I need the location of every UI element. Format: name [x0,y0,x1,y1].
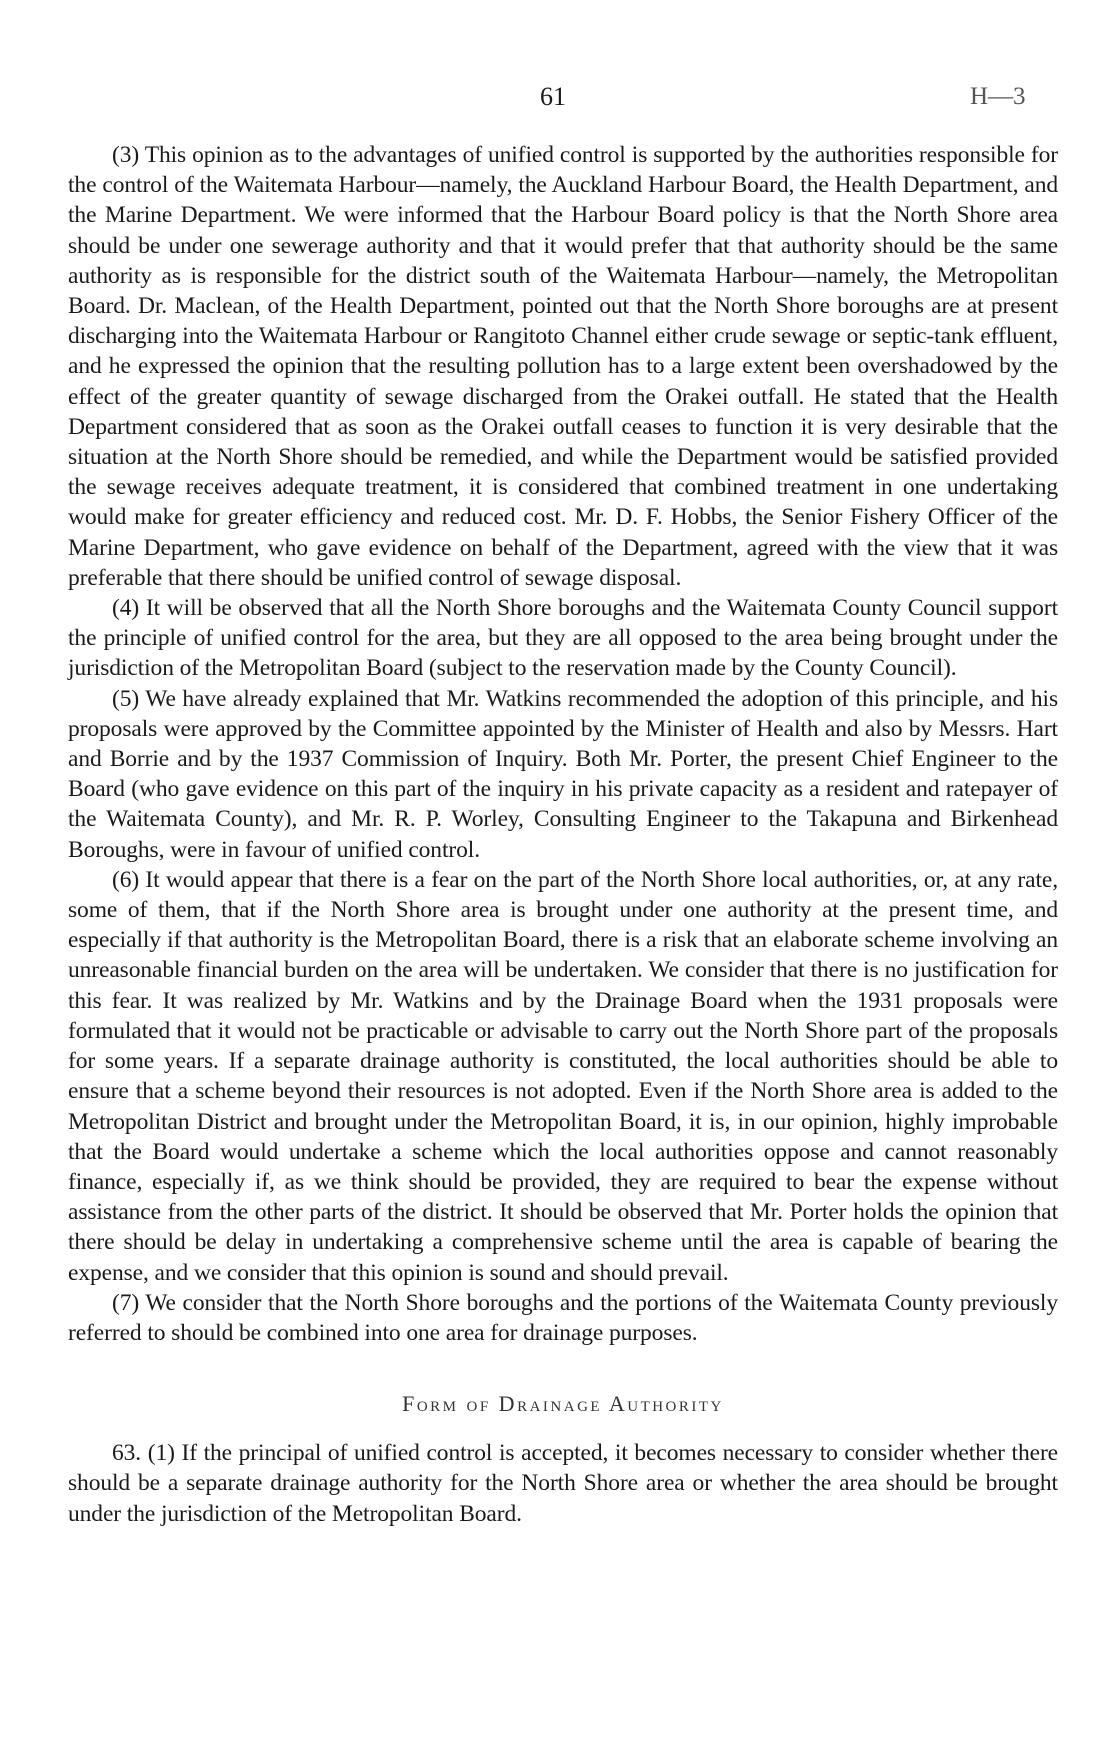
paragraph-6: (6) It would appear that there is a fear on the part of the North Shore local authorities, or, at any rate, some of them, that if the North Shore area is brought under one authority at the present time, and especially if that authority is the Metropolitan Board, there is a risk that an elaborate scheme involving an unreasonable financial burden on the area will be undertaken. We consider that there is no justification for this fear. It was realized by Mr. Watkins and by the Drainage Board when the 1931 proposals were formulated that it would not be practicable or advisable to carry out the North Shore part of the proposals for some years. If a separate drainage authority is constituted, the local authorities should be able to ensure that a scheme beyond their resources is not adopted. Even if the North Shore area is added to the Metropolitan District and brought under the Metropolitan Board, it is, in our opinion, highly improbable that the Board would undertake a scheme which the local authorities oppose and cannot reasonably finance, especially if, as we think should be provided, they are required to bear the expense without assistance from the other parts of the district. It should be observed that Mr. Porter holds the opinion that there should be delay in undertaking a comprehensive scheme until the area is capable of bearing the expense, and we consider that this opinion is sound and should prevail. [68,866,1058,1286]
paragraph-5: (5) We have already explained that Mr. Watkins recommended the adoption of this principle, and his proposals were approved by the Committee appointed by the Minister of Health and also by Messrs. Hart and Borrie and by the 1937 Commission of Inquiry. Both Mr. Porter, the present Chief Engineer to the Board (who gave evidence on this part of the inquiry in his private capacity as a resident and ratepayer of the Waitemata County), and Mr. R. P. Worley, Consulting Engineer to the Takapuna and Birkenhead Boroughs, were in favour of unified control. [68,685,1058,863]
paragraph-63-1: 63. (1) If the principal of unified control is accepted, it becomes necessary to consider whether there should be a separate drainage authority for the North Shore area or whether the area should be brought under the jurisdiction of the Metropolitan Board. [68,1440,1058,1527]
document-reference: H—3 [970,83,1026,110]
paragraph-3: (3) This opinion as to the advantages of unified control is supported by the authorities responsible for the control of the Waitemata Harbour—namely, the Auckland Harbour Board, the Health Department, and the Marine Department. We were informed that the Harbour Board policy is that the North Shore area should be under one sewerage authority and that it would prefer that that authority should be the same authority as is responsible for the district south of the Waitemata Harbour—namely, the Metropolitan Board. Dr. Maclean, of the Health Department, pointed out that the North Shore boroughs are at present discharging into the Waitemata Harbour or Rangitoto Channel either crude sewage or septic-tank effluent, and he expressed the opinion that the resulting pollution has to a large extent been overshadowed by the effect of the greater quantity of sewage discharged from the Orakei outfall. He stated that the Health Department considered that as soon as the Orakei outfall ceases to function it is very desirable that the situation at the North Shore should be remedied, and while the Department would be satisfied provided the sewage receives adequate treatment, it is considered that combined treatment in one undertaking would make for greater efficiency and reduced cost. Mr. D. F. Hobbs, the Senior Fishery Officer of the Marine Department, who gave evidence on behalf of the Department, agreed with the view that it was preferable that there should be unified control of sewage disposal. [68,142,1058,591]
paragraph-4: (4) It will be observed that all the North Shore boroughs and the Waitemata County Council support the principle of unified control for the area, but they are all opposed to the area being brought under the jurisdiction of the Metropolitan Board (subject to the reservation made by the County Council). [68,595,1058,682]
body-text [68,140,1058,1529]
paragraph-7: (7) We consider that the North Shore boroughs and the portions of the Waitemata County previously referred to should be combined into one area for drainage purposes. [68,1289,1058,1346]
section-heading: Form of Drainage Authority [402,1391,724,1417]
page-number: 61 [540,82,566,111]
